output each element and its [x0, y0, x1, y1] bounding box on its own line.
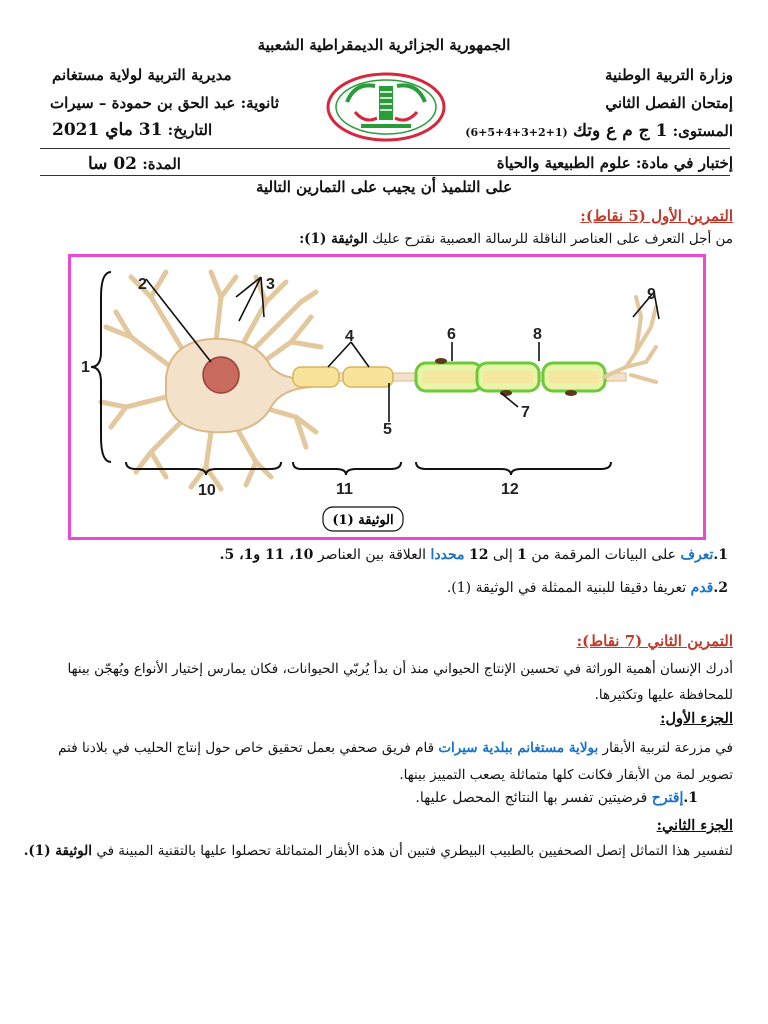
subject-value: علوم الطبيعية والحياة: [496, 154, 631, 172]
header-divider: [40, 148, 730, 149]
part1-question-1: [415, 790, 698, 806]
q2-num: 2.: [713, 580, 728, 596]
part1-location: بولاية مستغانم ببلدية سيرات: [438, 740, 599, 756]
part2-text-main: لتفسير هذا التماثل إتصل الصحفيين بالطبيب البيطري فتبين أن هذه الأبقار المتماثلة تحصلوا عليها بالتقنية المبينة في: [96, 843, 733, 859]
exercise2-title: التمرين الثاني (7 نقاط):: [576, 632, 733, 650]
q1-from: 1: [517, 547, 527, 563]
q1-text-e: العلاقة بين العناصر: [317, 547, 427, 563]
label-9: 9: [647, 286, 656, 303]
exercise1-intro-text: من أجل التعرف على العناصر الناقلة للرسالة العصبية نقترح عليك: [372, 231, 733, 247]
figure-caption: الوثيقة (1): [332, 513, 394, 528]
directorate-label: مديرية التربية لولاية مستغانم: [52, 66, 232, 84]
label-4: 4: [345, 328, 354, 345]
document-1-figure: [68, 254, 706, 540]
p1q-num: 1.: [683, 790, 698, 806]
exercise1-title: التمرين الأول (5 نقاط):: [580, 207, 733, 225]
q1-text-c: إلى: [492, 547, 513, 563]
p1q-verb: إقترح: [651, 790, 684, 806]
exercise1-intro: [299, 231, 733, 247]
q1-verb-2: محددا: [430, 547, 465, 563]
ministry-label: وزارة التربية الوطنية: [604, 66, 733, 84]
subject-row: [497, 154, 733, 172]
q1-verb: تعرف: [680, 547, 714, 563]
exercise1-question-2: [447, 580, 728, 596]
part1-text: [33, 735, 733, 789]
axon-terminals: [604, 297, 656, 382]
neuron-diagram: [71, 257, 703, 537]
label-6: 6: [447, 326, 456, 343]
duration-row: [88, 154, 181, 174]
brace-1: [91, 272, 111, 462]
school-logo: [325, 72, 447, 142]
q1-num: 1.: [713, 547, 728, 563]
date-label: التاريخ:: [167, 121, 213, 139]
exam-label: إمتحان الفصل الثاني: [605, 94, 733, 112]
school-label: ثانوية: عبد الحق بن حمودة – سيرات: [50, 94, 280, 112]
duration-label: المدة:: [142, 155, 181, 173]
part2-doc: الوثيقة (1).: [23, 843, 93, 859]
duration-value: 02 سا: [88, 154, 138, 174]
label-10: 10: [198, 482, 216, 499]
label-1: 1: [81, 359, 90, 376]
q2-text: تعريفا دقيقا للبنية الممثلة في الوثيقة (1).: [446, 580, 687, 596]
sheath-segment: [293, 367, 339, 387]
part1-text-b: قام فريق صحفي بعمل تحقيق خاص حول إنتاج الحليب في بلادنا فتم تصوير لمة من الأبقار فكانت كلها متماثلة يصعب التمييز بينها.: [58, 740, 733, 783]
republic-title: الجمهورية الجزائرية الديمقراطية الشعبية: [257, 36, 511, 54]
header-divider-2: [40, 175, 730, 176]
sheath-segment: [343, 367, 393, 387]
part1-text-a: في مزرعة لتربية الأبقار: [602, 740, 733, 756]
nucleus: [203, 357, 239, 393]
part2-text: [24, 843, 733, 859]
label-8: 8: [533, 326, 542, 343]
subject-label: إختبار في مادة:: [635, 154, 733, 172]
date-row: [52, 120, 212, 140]
brace-11: [293, 462, 401, 475]
q2-verb: قدم: [690, 580, 714, 596]
level-groups: (1+2+3+4+5+6): [465, 126, 568, 139]
exercise1-question-1: [220, 547, 728, 563]
level-value: 1 ج م ع وتك: [572, 121, 668, 141]
label-11: 11: [336, 481, 353, 498]
label-12: 12: [501, 481, 519, 498]
cell-body: [166, 339, 311, 432]
exercise1-intro-doc: الوثيقة (1):: [299, 231, 368, 247]
p1q-text: فرضيتين تفسر بها النتائج المحصل عليها.: [415, 790, 648, 806]
label-7: 7: [521, 404, 530, 421]
level-label: المستوى:: [672, 122, 733, 140]
label-3: 3: [266, 276, 275, 293]
date-value: 31 ماي 2021: [52, 120, 163, 140]
part1-title: الجزء الأول:: [660, 710, 733, 727]
part2-title: الجزء الثاني:: [656, 817, 733, 834]
q1-text-a: على البيانات المرقمة من: [531, 547, 677, 563]
q1-elements: 10، 11 و1، 5.: [219, 547, 314, 563]
q1-to: 12: [468, 547, 489, 563]
instructions: على التلميذ أن يجيب على التمارين التالية: [255, 178, 513, 196]
label-5: 5: [383, 421, 392, 438]
brace-12: [416, 462, 611, 475]
label-2: 2: [138, 276, 147, 293]
exercise2-intro: أدرك الإنسان أهمية الوراثة في تحسين الإنتاج الحيواني منذ أن بدأ يُربّي الحيوانات، فكان يمارس إختيار الأنواع ويُهجّن بينها للمحافظة عليها وتكثيرها.: [67, 661, 733, 703]
level-row: [465, 121, 733, 141]
